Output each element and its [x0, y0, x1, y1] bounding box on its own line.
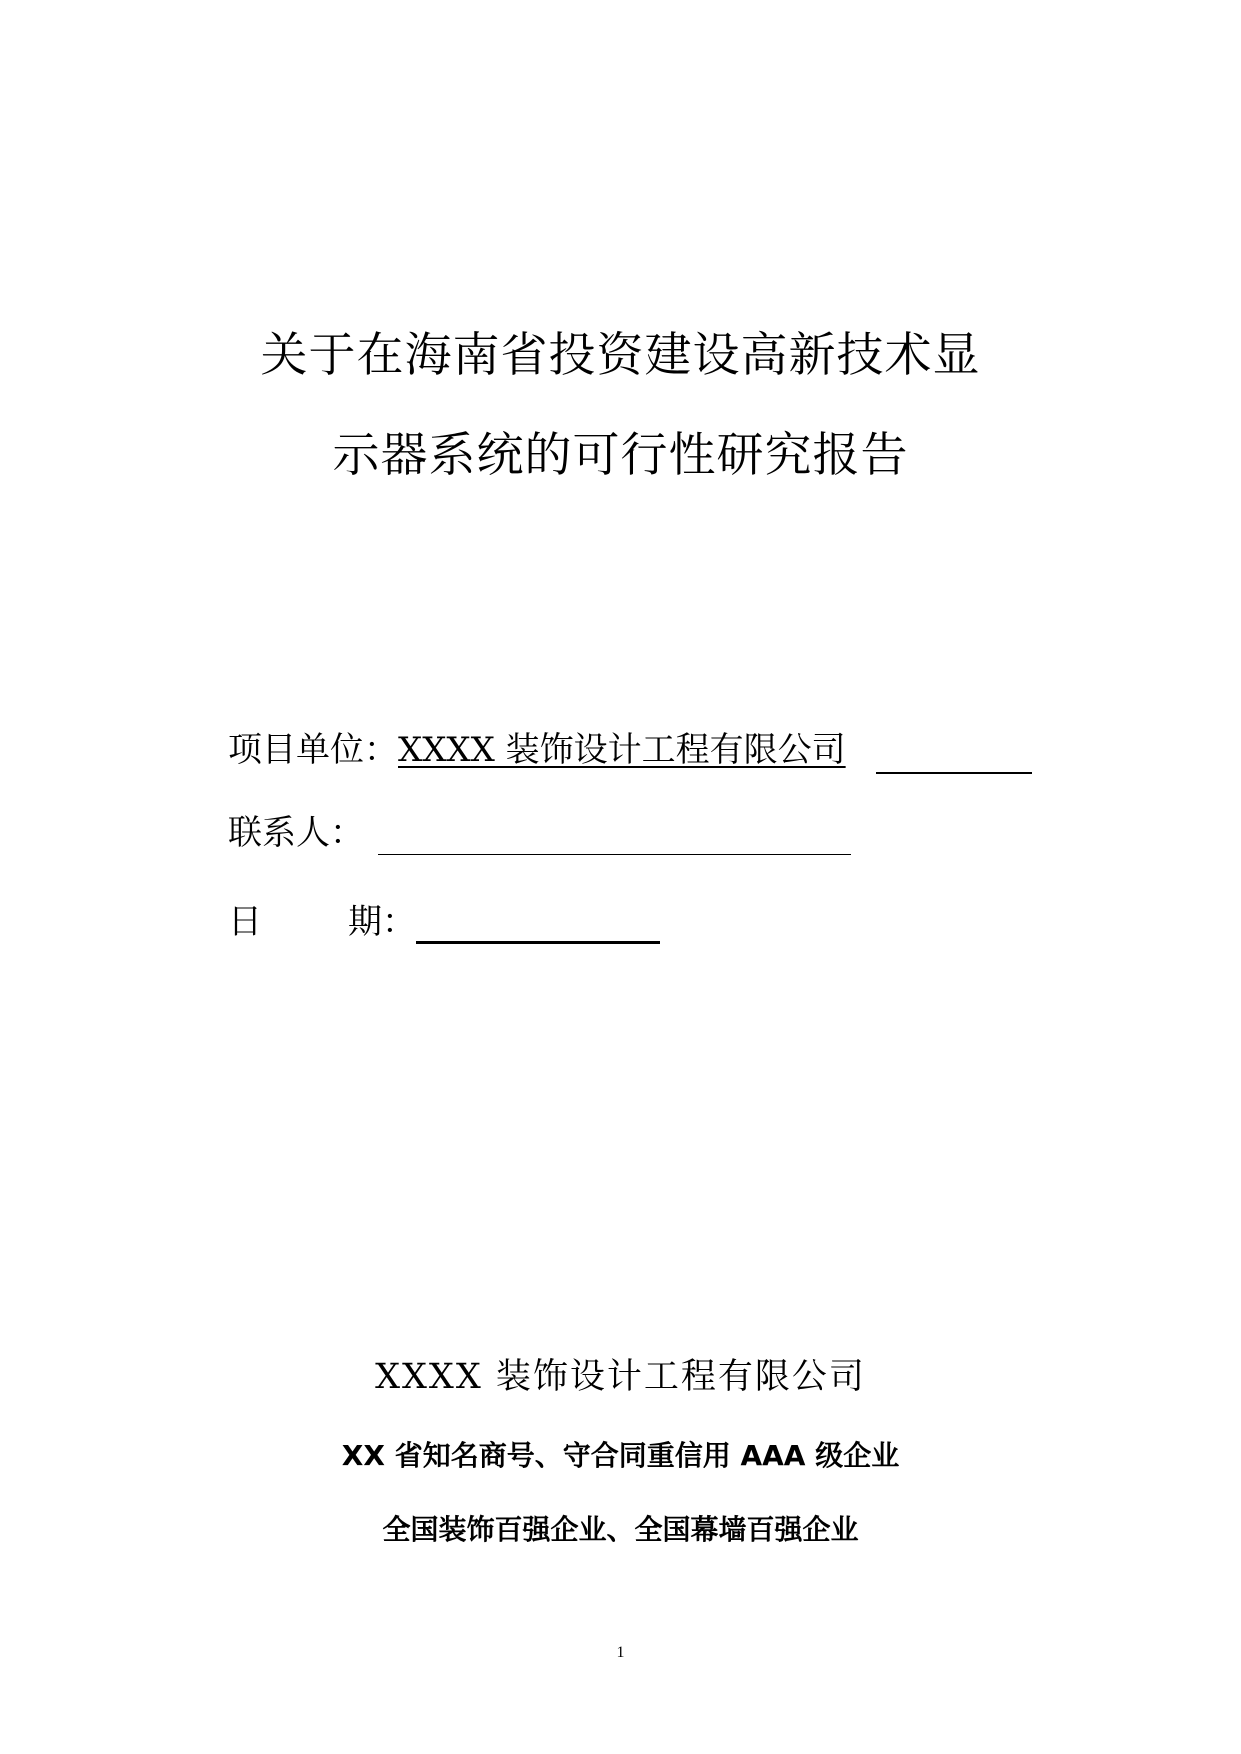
company-tagline-2: 全国装饰百强企业、全国幕墙百强企业 — [382, 1513, 859, 1546]
report-title-line-1: 关于在海南省投资建设高新技术显 — [260, 328, 981, 383]
contact-person-field — [228, 808, 364, 858]
company-name: XXXX 装饰设计工程有限公司 — [375, 1357, 866, 1397]
date-field — [228, 897, 416, 947]
date-label — [228, 897, 416, 947]
report-title-line-2: 示器系统的可行性研究报告 — [332, 428, 909, 483]
project-unit-underline — [876, 772, 1032, 774]
company-tagline-1: XX 省知名商号、守合同重信用 AAA 级企业 — [341, 1439, 900, 1472]
project-unit-field — [228, 725, 846, 775]
contact-person-label: 联系人： — [228, 813, 364, 853]
page-number: 1 — [616, 1644, 625, 1661]
project-unit-label: 项目单位： — [228, 730, 398, 770]
contact-person-underline — [378, 854, 851, 855]
date-underline — [416, 941, 660, 944]
date-label-part-1: 日 — [228, 902, 262, 942]
date-label-part-2: 期： — [348, 902, 416, 942]
project-unit-value: XXXX 装饰设计工程有限公司 — [398, 730, 846, 770]
